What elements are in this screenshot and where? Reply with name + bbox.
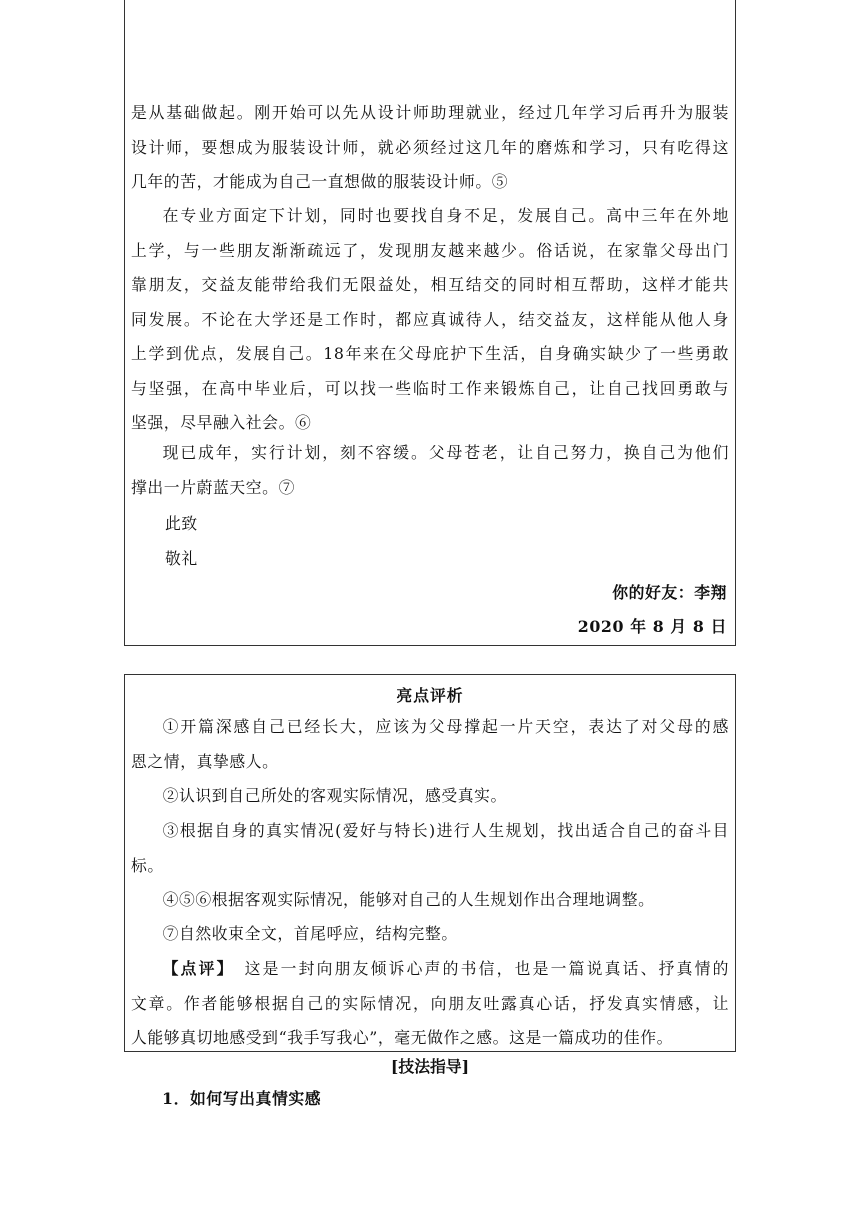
review-item — [131, 917, 729, 952]
review-title: 亮点评析 — [396, 686, 464, 705]
text-line: ①开篇深感自己已经长大，应该为父母撑起一片天空，表达了对父母的感 — [162, 717, 729, 736]
letter-paragraph — [131, 199, 729, 441]
review-item — [131, 779, 729, 814]
technique-heading: [技法指导] — [390, 1057, 470, 1076]
text-line: 人能够真切地感受到“我手写我心”，毫无做作之感。这是一篇成功的佳作。 — [131, 1028, 674, 1047]
text-line: 与坚强，在高中毕业后，可以找一些临时工作来锻炼自己，让自己找回勇敢与 — [131, 378, 729, 398]
text-line: 撑出一片蔚蓝天空。⑦ — [131, 477, 295, 497]
text-line: 文章。作者能够根据自己的实际情况，向朋友吐露真心话，抒发真实情感，让 — [131, 993, 729, 1013]
text-line: 现已成年，实行计划，刻不容缓。父母苍老，让自己努力，换自己为他们 — [162, 443, 729, 462]
text-line: ③根据自身的真实情况(爱好与特长)进行人生规划，找出适合自己的奋斗目 — [162, 821, 729, 840]
comment-label: 【点评】 — [162, 959, 227, 978]
text-line: 设计师，要想成为服装设计师，就必须经过这几年的磨炼和学习，只有吃得这 — [131, 137, 729, 157]
text-line: 上学，与一些朋友渐渐疏远了，发现朋友越来越少。俗话说，在家靠父母出门 — [131, 240, 729, 260]
review-item — [131, 883, 729, 918]
letter-date: 2020 年 8 月 8 日 — [577, 617, 727, 636]
text-line: 在专业方面定下计划，同时也要找自身不足，发展自己。高中三年在外地 — [162, 206, 729, 225]
text-line — [131, 952, 729, 987]
text-line: 同发展。不论在大学还是工作时，都应真诚待人，结交益友，这样能从他人身 — [131, 309, 729, 329]
letter-box — [124, 0, 736, 646]
text-line: ⑦自然收束全文，首尾呼应，结构完整。 — [162, 924, 458, 943]
section-heading: 1．如何写出真情实感 — [162, 1089, 322, 1108]
review-item — [131, 814, 729, 883]
letter-paragraph — [131, 96, 729, 200]
text-line: 几年的苦，才能成为自己一直想做的服装设计师。⑤ — [131, 172, 509, 191]
text-line: ②认识到自己所处的客观实际情况，感受真实。 — [162, 786, 507, 805]
letter-paragraph — [131, 436, 729, 505]
review-box — [124, 674, 736, 1052]
closing-salutation: 此致 — [165, 514, 198, 533]
signature: 你的好友：李翔 — [612, 583, 727, 602]
closing-regards: 敬礼 — [165, 549, 198, 568]
text-line: 标。 — [131, 855, 164, 875]
review-comment — [131, 952, 729, 1056]
text-line: 坚强，尽早融入社会。⑥ — [131, 413, 312, 432]
text-line: 靠朋友，交益友能带给我们无限益处，相互结交的同时相互帮助，这样才能共 — [131, 275, 729, 294]
text-line: ④⑤⑥根据客观实际情况，能够对自己的人生规划作出合理地调整。 — [162, 890, 655, 909]
text-line: 是从基础做起。刚开始可以先从设计师助理就业，经过几年学习后再升为服装 — [131, 103, 729, 122]
comment-text: 这是一封向朋友倾诉心声的书信，也是一篇说真话、抒真情的 — [226, 959, 729, 978]
text-line: 上学到优点，发展自己。18年来在父母庇护下生活，自身确实缺少了一些勇敢 — [131, 344, 729, 363]
text-line: 恩之情，真挚感人。 — [131, 751, 279, 771]
review-item — [131, 710, 729, 779]
